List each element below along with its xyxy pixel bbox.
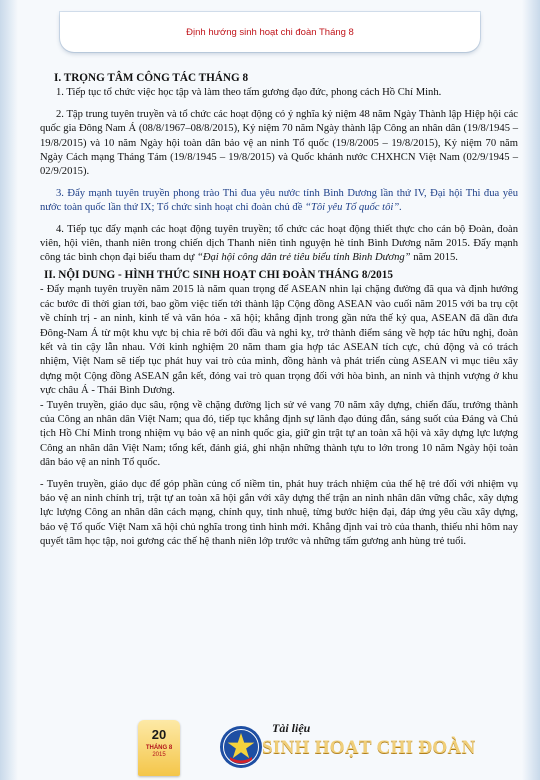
section-1-heading: I. TRỌNG TÂM CÔNG TÁC THÁNG 8	[54, 72, 249, 84]
item-4-quote: “Đại hội công dân trẻ tiêu biểu tỉnh Bình Dương”	[196, 252, 411, 264]
section-1-item-2: 2. Tập trung tuyên truyền và tổ chức các hoạt động có ý nghĩa kỷ niệm 48 năm Ngày Thành lập Hiệp hội các quốc gia Đông Nam Á (08/8/1967–08/8/2015), Kỷ niệm 70 năm Ngày thành lập Công an nhân dân (19/8/1945 – 19/8/2015) và 10 năm Ngày hội toàn dân bảo vệ an ninh Tổ quốc (19/8/2005 – 19/8/2015), Kỷ niệm 70 năm Ngày Cách mạng Tháng Tám (19/8/1945 – 19/8/2015) và Quốc khánh nước CHXHCN Việt Nam (02/9/1945 – 02/9/2015).	[40, 108, 518, 178]
page-number-badge	[138, 720, 180, 776]
section-2-para-2: - Tuyên truyền, giáo dục sâu, rộng về chặng đường lịch sử vẻ vang 70 năm xây dựng, chiến đấu, trưởng thành của Công an nhân dân Việt Nam; qua đó, tiếp tục khẳng định sự lãnh đạo đúng đắn, sáng suốt của Đảng và Chủ tịch Hồ Chí Minh trong nhiệm vụ bảo vệ an ninh quốc gia, giữ gìn trật tự an toàn xã hội và xây dựng lực lượng Công an nhân dân Việt Nam; tổng kết, đánh giá, ghi nhận những thành tựu to lớn trong 10 năm Ngày hội toàn dân bảo vệ an ninh Tổ quốc.	[40, 399, 518, 469]
brand-title: SINH HOẠT CHI ĐOÀN	[262, 737, 476, 758]
section-1-item-1: 1. Tiếp tục tổ chức việc học tập và làm theo tấm gương đạo đức, phong cách Hồ Chí Minh.	[56, 87, 442, 99]
page-number: 20	[151, 727, 167, 742]
section-2-para-3: - Tuyên truyền, giáo dục để góp phần củng cố niềm tin, phát huy trách nhiệm của thế hệ trẻ đối với nhiệm vụ bảo vệ an ninh chính trị, trật tự an toàn xã hội gắn với xây dựng thế trận an ninh nhân dân vững chắc, xây dựng lực lượng Công an nhân dân cách mạng, chính quy, tinh nhuệ, từng bước hiện đại, đáp ứng yêu cầu xây dựng, bảo vệ Tổ quốc Việt Nam xã hội chủ nghĩa trong tình hình mới. Khẳng định vai trò của thanh, thiếu nhi hôm nay quyết tâm học tập, noi gương các thế hệ thanh niên lớp trước và những tấm gương anh hùng trẻ tuổi.	[40, 478, 518, 548]
section-2-heading: II. NỘI DUNG - HÌNH THỨC SINH HOẠT CHI ĐOÀN THÁNG 8/2015	[44, 268, 393, 281]
item-3-text: 3. Đẩy mạnh tuyên truyền phong trào Thi đua yêu nước tỉnh Bình Dương lần thứ IV, Đại hội Thi đua yêu nước toàn quốc lần thứ IX; Tổ chức sinh hoạt chi đoàn chủ đề	[40, 187, 518, 214]
item-4-text: 4. Tiếp tục đẩy mạnh các hoạt động tuyên truyền; tổ chức các hoạt động thiết thực cho cán bộ Đoàn, đoàn viên, hội viên, thanh niên trong chiến dịch Thanh niên tình nguyện hè tỉnh Bình Dương năm 2015. Đẩy mạnh công tác bình chọn đại biểu tham dự	[40, 223, 518, 264]
brand-subtitle: Tài liệu	[272, 721, 311, 735]
page-month: THÁNG 8	[145, 745, 173, 751]
page-header-tab	[60, 12, 480, 52]
youth-union-emblem-icon	[218, 724, 264, 770]
header-title: Định hướng sinh hoạt chi đoàn Tháng 8	[186, 26, 354, 38]
page-edge-right	[522, 0, 540, 780]
page-edge-left	[0, 0, 18, 780]
page-year: 2015	[152, 752, 166, 758]
section-1-item-3	[40, 187, 518, 216]
item-3-quote: “Tôi yêu Tổ quốc tôi”.	[305, 202, 402, 214]
page-footer	[0, 718, 540, 780]
document-body	[40, 71, 518, 550]
section-2-para-1: - Đẩy mạnh tuyên truyền năm 2015 là năm quan trọng để ASEAN nhìn lại chặng đường đã qua và định hướng các bước đi thời gian tới, bao gồm việc tiến tới thành lập Cộng đồng ASEAN vào cuối năm 2015 với ba trụ cột về chính trị - an ninh, kinh tế và văn hóa - xã hội; khẳng định trong gần nửa thế kỷ qua, ASEAN đã dần đưa Đông-Nam Á từ một khu vực bị chia rẽ bởi đối đầu và nghi kỵ, trở thành điểm sáng về hợp tác hữu nghị, đoàn kết và tin cậy lẫn nhau. Với kinh nghiệm 20 năm tham gia hợp tác ASEAN tích cực, chủ động và có trách nhiệm, Việt Nam sẽ tiếp tục phát huy vai trò của mình, đồng hành và phát triển cùng ASEAN vì mục tiêu xây dựng một Cộng đồng ASEAN gắn kết, đóng vai trò quan trọng đối với hòa bình, an ninh và thịnh vượng ở khu vực châu Á - Thái Bình Dương.	[40, 284, 518, 397]
item-4-tail: năm 2015.	[410, 252, 458, 264]
section-1-item-4	[40, 223, 518, 266]
